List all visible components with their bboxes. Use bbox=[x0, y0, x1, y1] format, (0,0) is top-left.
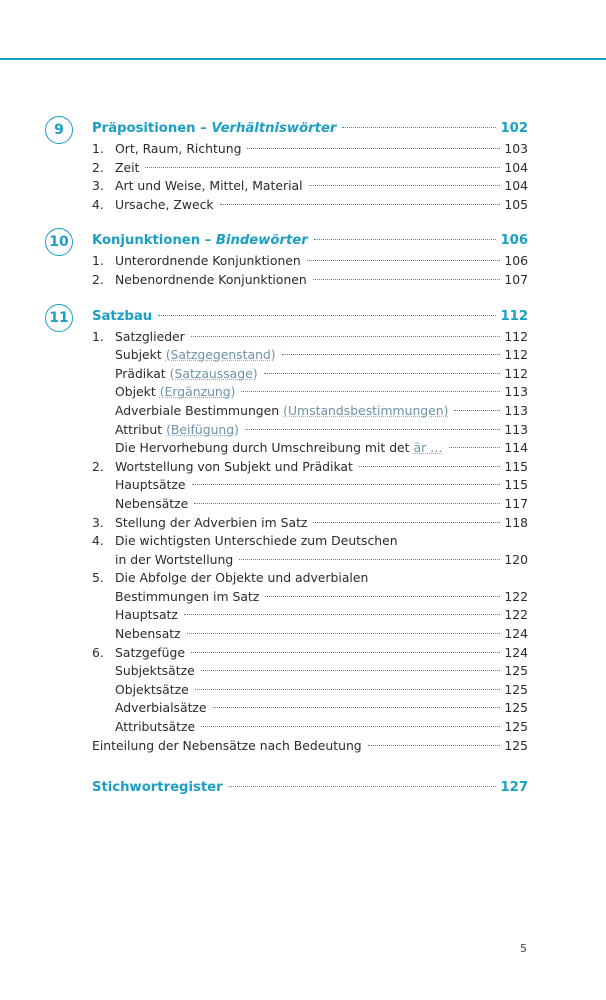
toc-entry[interactable] bbox=[92, 252, 528, 271]
entry-title: Nebensatz bbox=[115, 626, 181, 642]
entry-page: 120 bbox=[504, 551, 528, 567]
page-number: 5 bbox=[520, 942, 527, 955]
dot-leader bbox=[239, 559, 500, 560]
chapter-page: 102 bbox=[500, 121, 528, 136]
entry-title: Nebensätze bbox=[115, 495, 189, 511]
dot-leader bbox=[220, 204, 501, 205]
entry-title: Objektsätze bbox=[115, 681, 189, 697]
chapter-number-badge: 11 bbox=[45, 304, 73, 332]
toc-entry[interactable] bbox=[92, 681, 528, 700]
entry-title: Hauptsätze bbox=[115, 477, 186, 493]
entry-page: 118 bbox=[504, 514, 528, 530]
entry-title: in der Wortstellung bbox=[115, 551, 234, 567]
entry-gloss: (Satzaussage) bbox=[169, 365, 258, 381]
entry-title: Unterordnende Konjunktionen bbox=[115, 253, 301, 269]
toc-entry[interactable] bbox=[92, 458, 528, 477]
toc-entry[interactable] bbox=[92, 476, 528, 495]
dot-leader bbox=[191, 652, 500, 653]
chapter-page: 106 bbox=[500, 233, 528, 249]
toc-entry[interactable] bbox=[92, 625, 528, 644]
dot-leader bbox=[213, 707, 501, 708]
entry-page: 112 bbox=[504, 365, 528, 381]
entry-page: 117 bbox=[504, 495, 528, 511]
dot-leader bbox=[247, 148, 500, 149]
entry-title: Nebenordnende Konjunktionen bbox=[115, 271, 307, 287]
dot-leader bbox=[313, 279, 501, 280]
entry-title: Subjekt (Satzgegenstand) bbox=[115, 347, 276, 363]
dot-leader bbox=[145, 167, 500, 168]
entry-number: 3. bbox=[92, 514, 104, 530]
chapter-title-emphasis: Bindewörter bbox=[215, 233, 308, 249]
toc-entry[interactable] bbox=[92, 495, 528, 514]
dot-leader bbox=[229, 786, 497, 787]
entry-number: 2. bbox=[92, 159, 104, 175]
entry-title: Die Abfolge der Objekte und adverbialen bbox=[115, 570, 369, 586]
entry-page: 112 bbox=[504, 347, 528, 363]
entry-page: 115 bbox=[504, 477, 528, 493]
entry-number: 2. bbox=[92, 271, 104, 287]
toc-entry[interactable] bbox=[92, 532, 528, 551]
dot-leader bbox=[265, 596, 500, 597]
toc-entry[interactable] bbox=[92, 140, 528, 159]
dot-leader bbox=[309, 185, 501, 186]
chapter-title: Konjunktionen – Bindewörter bbox=[92, 233, 308, 249]
dot-leader bbox=[245, 429, 500, 430]
dot-leader bbox=[201, 726, 500, 727]
toc-entry[interactable] bbox=[92, 569, 528, 588]
dot-leader bbox=[342, 127, 496, 128]
entry-page: 104 bbox=[504, 159, 528, 175]
header-rule bbox=[0, 58, 606, 60]
toc-entry[interactable] bbox=[92, 644, 528, 663]
entry-title: Die wichtigsten Unterschiede zum Deutschen bbox=[115, 533, 398, 549]
chapter-page: 112 bbox=[500, 308, 528, 324]
dot-leader bbox=[158, 315, 496, 316]
entry-title: Hauptsatz bbox=[115, 607, 178, 623]
toc-entry[interactable] bbox=[92, 662, 528, 681]
entry-page: 114 bbox=[504, 440, 528, 456]
entry-title: Einteilung der Nebensätze nach Bedeutung bbox=[92, 737, 362, 753]
dot-leader bbox=[184, 614, 500, 615]
entry-title: Ursache, Zweck bbox=[115, 196, 214, 212]
dot-leader bbox=[313, 522, 500, 523]
entry-title: Satzglieder bbox=[115, 328, 185, 344]
toc-entry[interactable] bbox=[92, 177, 528, 196]
dot-leader bbox=[187, 633, 501, 634]
index-section bbox=[92, 777, 528, 799]
toc-entry[interactable] bbox=[92, 383, 528, 402]
entry-title: Ort, Raum, Richtung bbox=[115, 141, 242, 156]
chapter-number-badge: 10 bbox=[45, 228, 73, 256]
entry-title: Subjektsätze bbox=[115, 663, 195, 679]
toc-entry[interactable] bbox=[92, 365, 528, 384]
chapter-title: Satzbau bbox=[92, 308, 153, 324]
entry-gloss: (Satzgegenstand) bbox=[165, 347, 276, 363]
entry-page: 106 bbox=[504, 253, 528, 269]
dot-leader bbox=[368, 745, 501, 746]
toc-entry[interactable] bbox=[92, 402, 528, 421]
dot-leader bbox=[264, 373, 501, 374]
entry-page: 124 bbox=[504, 644, 528, 660]
index-heading-row[interactable] bbox=[92, 777, 528, 799]
entry-title: Adverbialsätze bbox=[115, 700, 207, 716]
chapter-section bbox=[49, 230, 528, 289]
chapter-title-emphasis: Verhältniswörter bbox=[211, 121, 337, 136]
entry-number: 2. bbox=[92, 458, 104, 474]
chapter-title: Präpositionen – Verhältniswörter bbox=[92, 121, 337, 136]
entry-page: 125 bbox=[504, 700, 528, 716]
toc-entry[interactable] bbox=[92, 196, 528, 215]
entry-number: 1. bbox=[92, 141, 104, 156]
entry-page: 113 bbox=[504, 384, 528, 400]
toc-entry[interactable] bbox=[92, 606, 528, 625]
entry-title: Prädikat (Satzaussage) bbox=[115, 365, 258, 381]
entry-number: 1. bbox=[92, 253, 104, 269]
entry-page: 122 bbox=[504, 588, 528, 604]
entry-page: 103 bbox=[504, 141, 528, 156]
entry-title: Adverbiale Bestimmungen (Umstandsbestimmungen) bbox=[115, 402, 449, 418]
entry-title: Zeit bbox=[115, 159, 140, 175]
entry-title: Attribut (Beifügung) bbox=[115, 421, 239, 437]
dot-leader bbox=[359, 466, 500, 467]
chapter-heading-row[interactable] bbox=[92, 306, 528, 328]
entry-page: 125 bbox=[504, 663, 528, 679]
toc-entry[interactable] bbox=[92, 514, 528, 533]
entry-number: 4. bbox=[92, 196, 104, 212]
entry-title: Satzgefüge bbox=[115, 644, 186, 660]
toc-entry[interactable] bbox=[92, 551, 528, 570]
entry-page: 115 bbox=[504, 458, 528, 474]
toc-entry[interactable] bbox=[92, 718, 528, 737]
toc-entry[interactable] bbox=[92, 588, 528, 607]
dot-leader bbox=[314, 239, 497, 240]
toc-entry[interactable] bbox=[92, 737, 528, 756]
entry-gloss: (Ergänzung) bbox=[159, 384, 236, 400]
entry-title: Wortstellung von Subjekt und Prädikat bbox=[115, 458, 353, 474]
entry-title: Attributsätze bbox=[115, 719, 196, 735]
entry-title: Bestimmungen im Satz bbox=[115, 588, 260, 604]
entry-number: 6. bbox=[92, 644, 104, 660]
toc-entry[interactable] bbox=[92, 699, 528, 718]
entry-gloss: är … bbox=[413, 440, 443, 456]
entry-page: 113 bbox=[504, 421, 528, 437]
entry-title: Stellung der Adverbien im Satz bbox=[115, 514, 308, 530]
dot-leader bbox=[201, 670, 501, 671]
entry-page: 125 bbox=[504, 737, 528, 753]
table-of-contents bbox=[49, 118, 528, 804]
dot-leader bbox=[195, 689, 501, 690]
entry-page: 113 bbox=[504, 402, 528, 418]
entry-page: 104 bbox=[504, 178, 528, 194]
index-title: Stichwortregister bbox=[92, 780, 223, 796]
entry-page: 107 bbox=[504, 271, 528, 287]
toc-entry[interactable] bbox=[92, 421, 528, 440]
entry-gloss: (Beifügung) bbox=[166, 421, 239, 437]
toc-entry[interactable] bbox=[92, 346, 528, 365]
chapter-heading-row[interactable] bbox=[92, 118, 528, 140]
toc-entry[interactable] bbox=[92, 271, 528, 290]
entry-page: 122 bbox=[504, 607, 528, 623]
entry-number: 5. bbox=[92, 570, 104, 586]
dot-leader bbox=[454, 410, 500, 411]
chapter-section bbox=[54, 118, 528, 214]
toc-entry[interactable] bbox=[92, 159, 528, 178]
entry-page: 105 bbox=[504, 196, 528, 212]
entry-gloss: (Umstandsbestimmungen) bbox=[283, 402, 449, 418]
entry-title: Die Hervorhebung durch Umschreibung mit det är … bbox=[115, 440, 443, 456]
dot-leader bbox=[307, 260, 501, 261]
chapter-section bbox=[49, 306, 528, 756]
dot-leader bbox=[192, 484, 501, 485]
chapter-number-badge: 9 bbox=[45, 116, 73, 144]
dot-leader bbox=[241, 391, 500, 392]
index-page: 127 bbox=[500, 780, 528, 796]
dot-leader bbox=[282, 354, 501, 355]
dot-leader bbox=[194, 503, 500, 504]
toc-entry[interactable] bbox=[92, 328, 528, 347]
chapter-heading-row[interactable] bbox=[92, 230, 528, 252]
dot-leader bbox=[449, 447, 501, 448]
entry-number: 1. bbox=[92, 328, 104, 344]
entry-page: 125 bbox=[504, 681, 528, 697]
entry-number: 3. bbox=[92, 178, 104, 194]
entry-title: Objekt (Ergänzung) bbox=[115, 384, 236, 400]
dot-leader bbox=[191, 336, 501, 337]
entry-page: 112 bbox=[504, 328, 528, 344]
entry-page: 125 bbox=[504, 719, 528, 735]
toc-entry[interactable] bbox=[92, 439, 528, 458]
entry-title: Art und Weise, Mittel, Material bbox=[115, 178, 303, 194]
entry-number: 4. bbox=[92, 533, 104, 549]
entry-page: 124 bbox=[504, 626, 528, 642]
